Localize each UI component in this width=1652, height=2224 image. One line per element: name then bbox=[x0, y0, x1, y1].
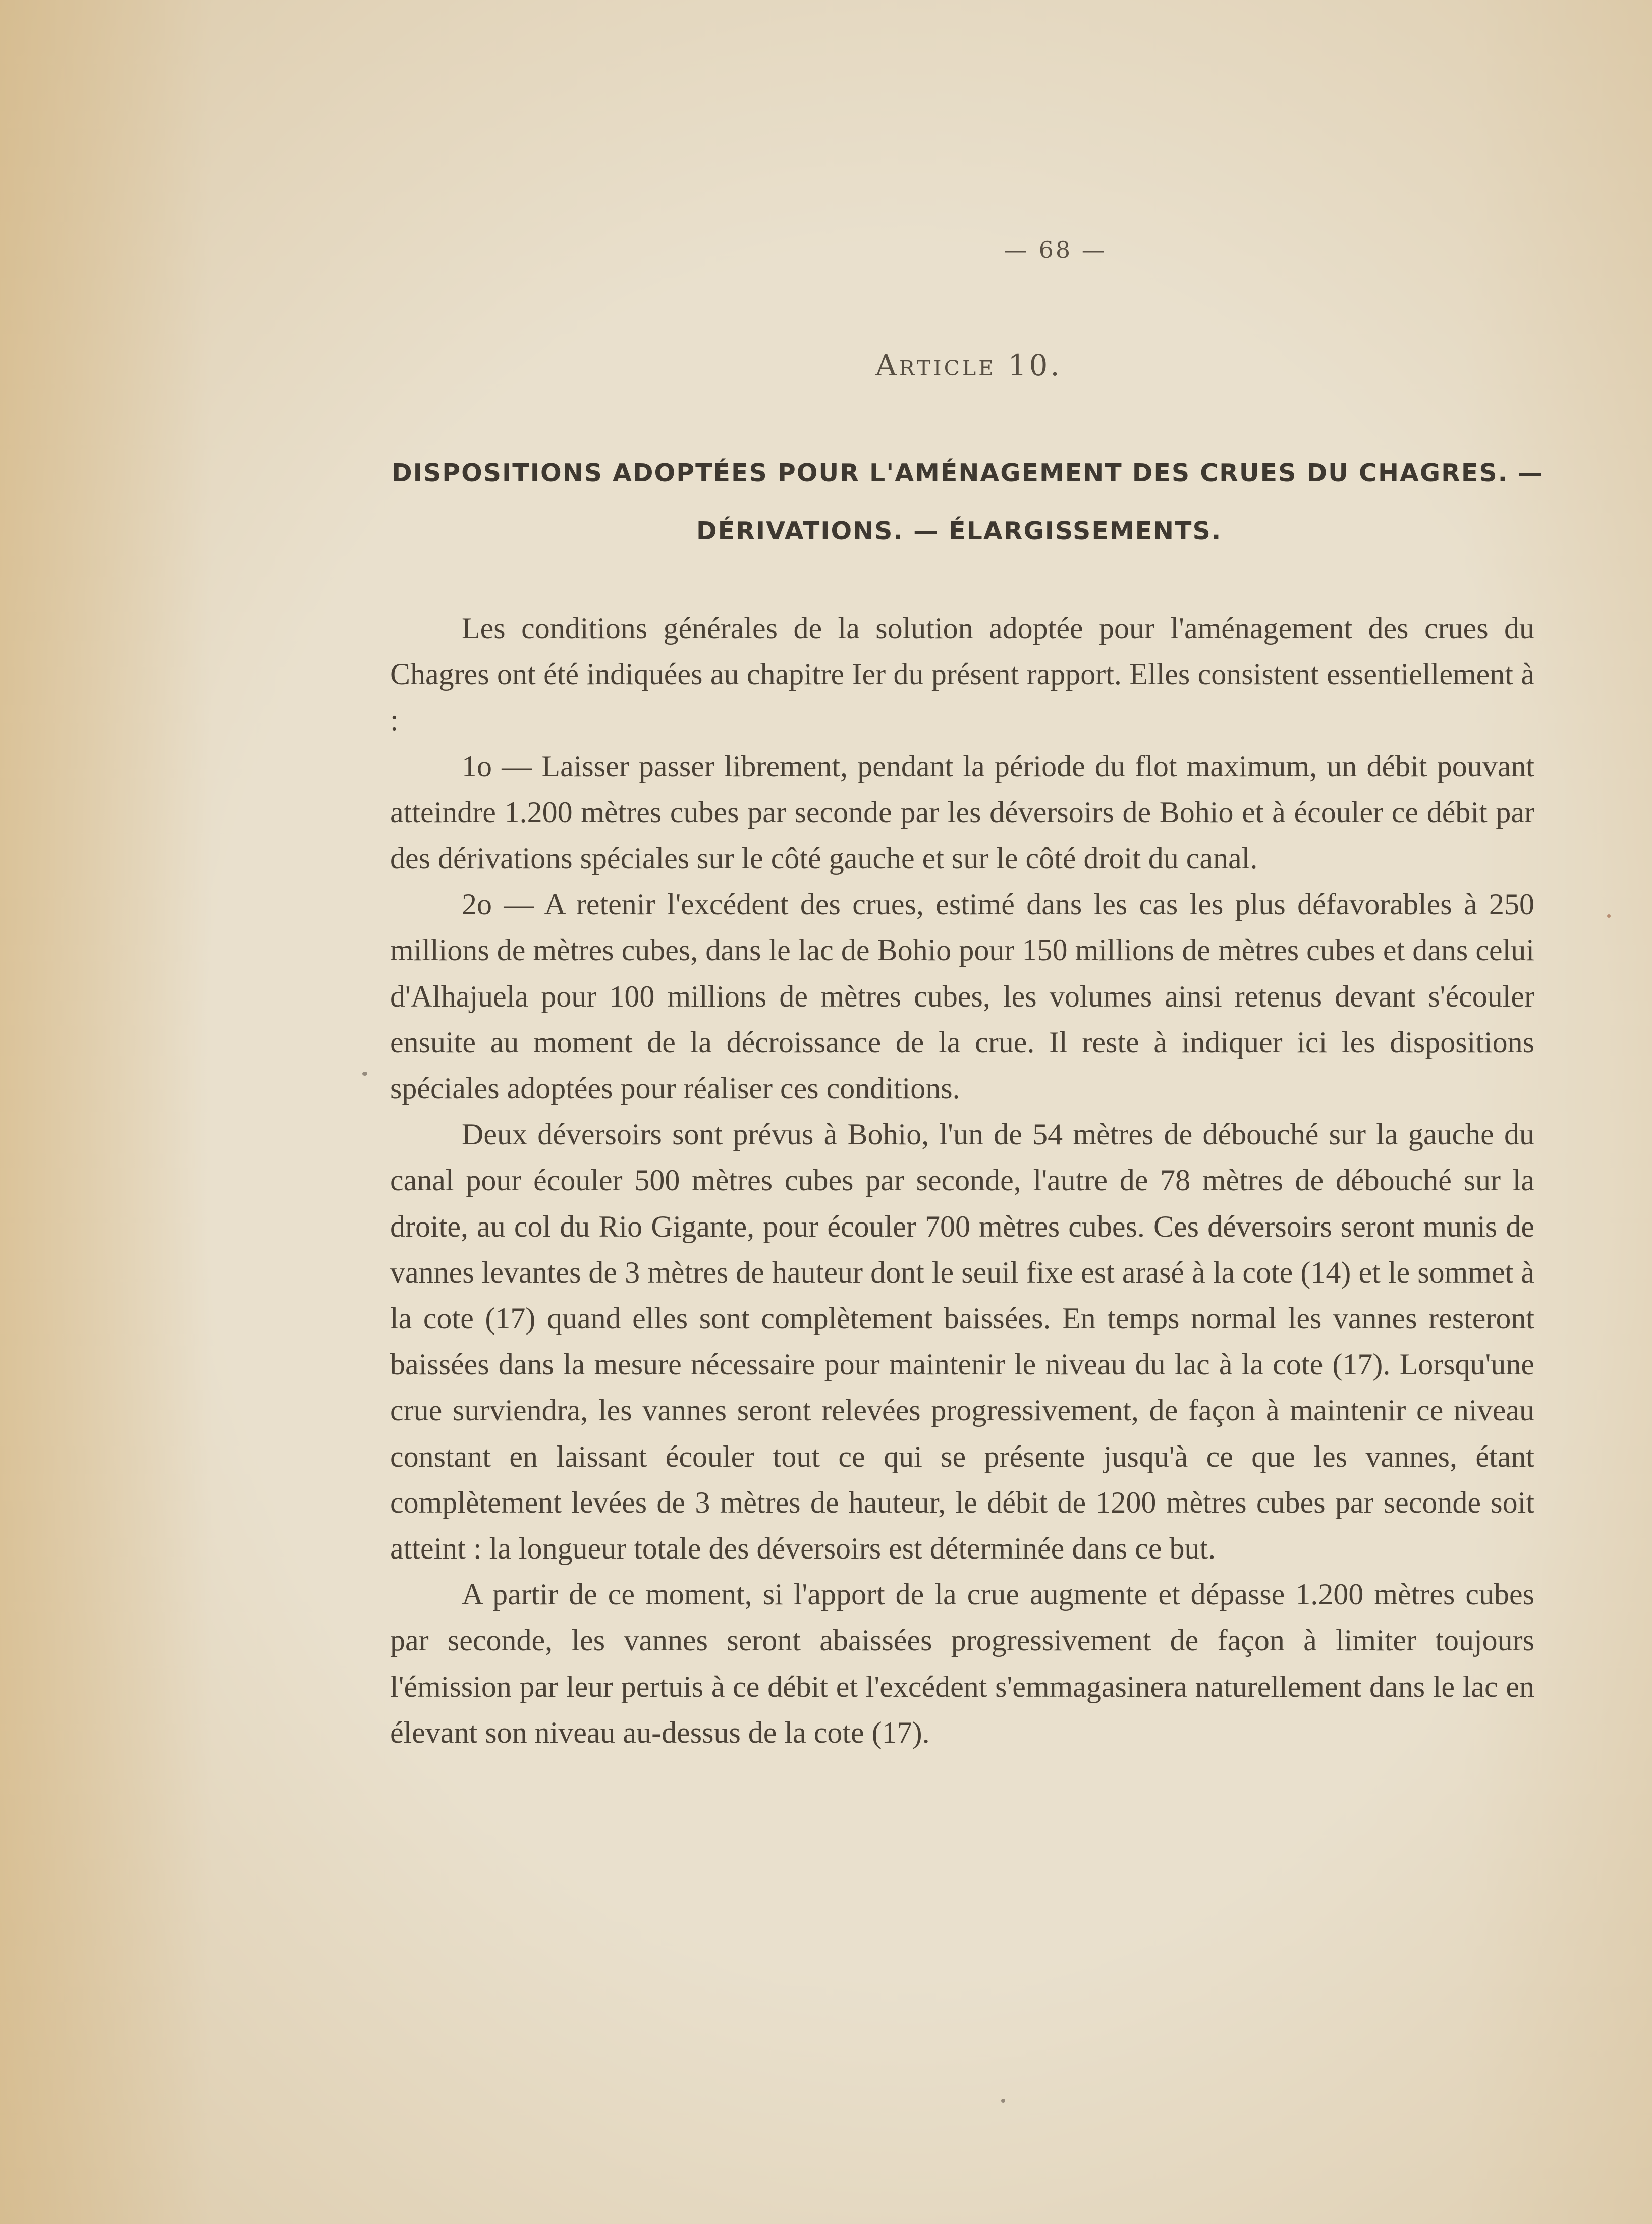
section-title-line-1: DISPOSITIONS ADOPTÉES POUR L'AMÉNAGEMENT DES CRUES DU CHAGRES. — bbox=[392, 459, 1544, 487]
body-text bbox=[390, 605, 1534, 1756]
ink-speck bbox=[1001, 2099, 1005, 2103]
paragraph-point-1: 1o — Laisser passer librement, pendant la période du flot maximum, un débit pouvant atteindre 1.200 mètres cubes par seconde par les déversoirs de Bohio et à écouler ce débit par des dérivations spéciales sur le côté gauche et sur le côté droit du canal. bbox=[390, 749, 1534, 875]
article-heading: Article 10. bbox=[875, 348, 1062, 382]
page-number: — 68 — bbox=[1004, 236, 1107, 263]
paragraph-deversoirs: Deux déversoirs sont prévus à Bohio, l'un de 54 mètres de débouché sur la gauche du canal pour écouler 500 mètres cubes par seconde, l'autre de 78 mètres de débouché sur la droite, au col du Rio Gigante, pour écouler 700 mètres cubes. Ces déversoirs seront munis de vannes levantes de 3 mètres de hauteur dont le seuil fixe est arasé à la cote (14) et le sommet à la cote (17) quand elles sont complètement baissées. En temps normal les vannes resteront baissées dans la mesure nécessaire pour maintenir le niveau du lac à la cote (17). Lorsqu'une crue surviendra, les vannes seront relevées progressivement, de façon à maintenir ce niveau constant en laissant écouler tout ce qui se présente jusqu'à ce que les vannes, étant complètement levées de 3 mètres de hauteur, le débit de 1200 mètres cubes par seconde soit atteint : la longueur totale des déversoirs est déterminée dans ce but. bbox=[390, 1118, 1534, 1566]
paragraph-intro: Les conditions générales de la solution adoptée pour l'aménagement des crues du Chagres ont été indiquées au chapitre Ier du présent rapport. Elles consistent essentiellement à : bbox=[390, 611, 1534, 737]
section-title bbox=[392, 444, 1544, 560]
ink-speck bbox=[362, 1072, 367, 1076]
paragraph-point-2: 2o — A retenir l'excédent des crues, estimé dans les cas les plus défavorables à 250 millions de mètres cubes, dans le lac de Bohio pour 150 millions de mètres cubes et dans celui d'Alhajuela pour 100 millions de mètres cubes, les volumes ainsi retenus devant s'écouler ensuite au moment de la décroissance de la crue. Il reste à indiquer ici les dispositions spéciales adoptées pour réaliser ces conditions. bbox=[390, 887, 1534, 1105]
paragraph-a-partir: A partir de ce moment, si l'apport de la crue augmente et dépasse 1.200 mètres cubes par seconde, les vannes seront abaissées progressivement de façon à limiter toujours l'émission par leur pertuis à ce débit et l'excédent s'emmagasinera naturellement dans le lac en élevant son niveau au-dessus de la cote (17). bbox=[390, 1578, 1534, 1749]
section-title-line-2: DÉRIVATIONS. — ÉLARGISSEMENTS. bbox=[696, 517, 1222, 545]
ink-speck bbox=[1607, 914, 1611, 918]
